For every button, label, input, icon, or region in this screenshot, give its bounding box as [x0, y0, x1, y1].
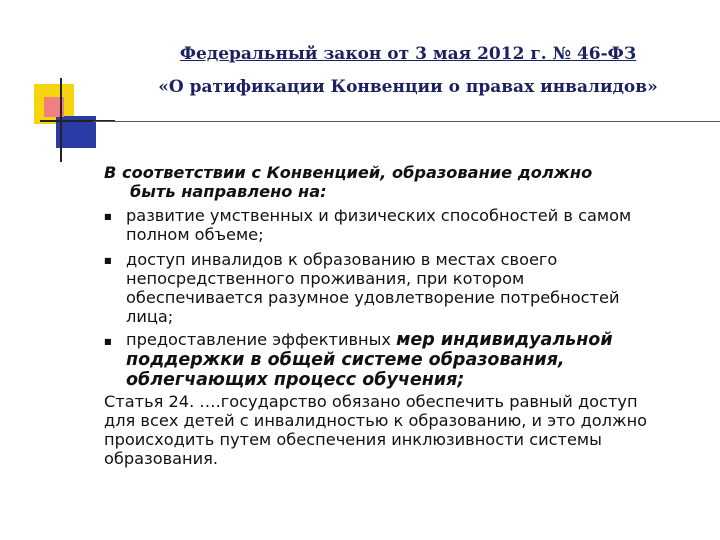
list-item-3 — [126, 330, 613, 390]
list-item-1-line-1: развитие умственных и физических способностей в самом — [126, 206, 632, 225]
list-item-2 — [126, 250, 619, 326]
list-item-2-line-3: обеспечивается разумное удовлетворение потребностей — [126, 288, 620, 307]
list-item-3-plain: предоставление эффективных — [126, 330, 397, 349]
closing-line-1: Статья 24. ….государство обязано обеспечить равный доступ — [104, 392, 638, 411]
closing-line-3: происходить путем обеспечения инклюзивности системы — [104, 430, 602, 449]
page-title-line-1: Федеральный закон от 3 мая 2012 г. № 46-ФЗ — [179, 44, 637, 64]
list-item-1 — [126, 206, 631, 244]
page-title-line-2: «О ратификации Конвенции о правах инвалидов» — [158, 77, 658, 97]
list-item-2-line-4: лица; — [126, 307, 174, 326]
closing-line-2: для всех детей с инвалидностью к образованию, и это должно — [104, 411, 648, 430]
closing-line-4: образования. — [104, 449, 219, 468]
intro-text — [104, 163, 592, 201]
closing-paragraph — [104, 392, 647, 468]
intro-line-1: В соответствии с Конвенцией, образование должно — [104, 163, 593, 182]
list-item-3-line-2: поддержки в общей системе образования, — [126, 350, 565, 370]
list-item-2-line-2: непосредственного проживания, при котором — [126, 269, 525, 288]
list-item-3-line-1 — [126, 330, 613, 350]
bullet-marker: ■ — [104, 212, 112, 221]
intro-line-2: быть направлено на: — [130, 182, 327, 201]
list-item-3-emphasis: мер индивидуальной — [396, 330, 613, 350]
list-item-2-line-1: доступ инвалидов к образованию в местах своего — [126, 250, 558, 269]
bullet-marker: ■ — [104, 256, 112, 265]
list-item-3-line-3: облегчающих процесс обучения; — [126, 370, 465, 390]
list-item-1-line-2: полном объеме; — [126, 225, 264, 244]
title-divider-line — [93, 121, 720, 122]
bullet-marker: ■ — [104, 337, 112, 346]
